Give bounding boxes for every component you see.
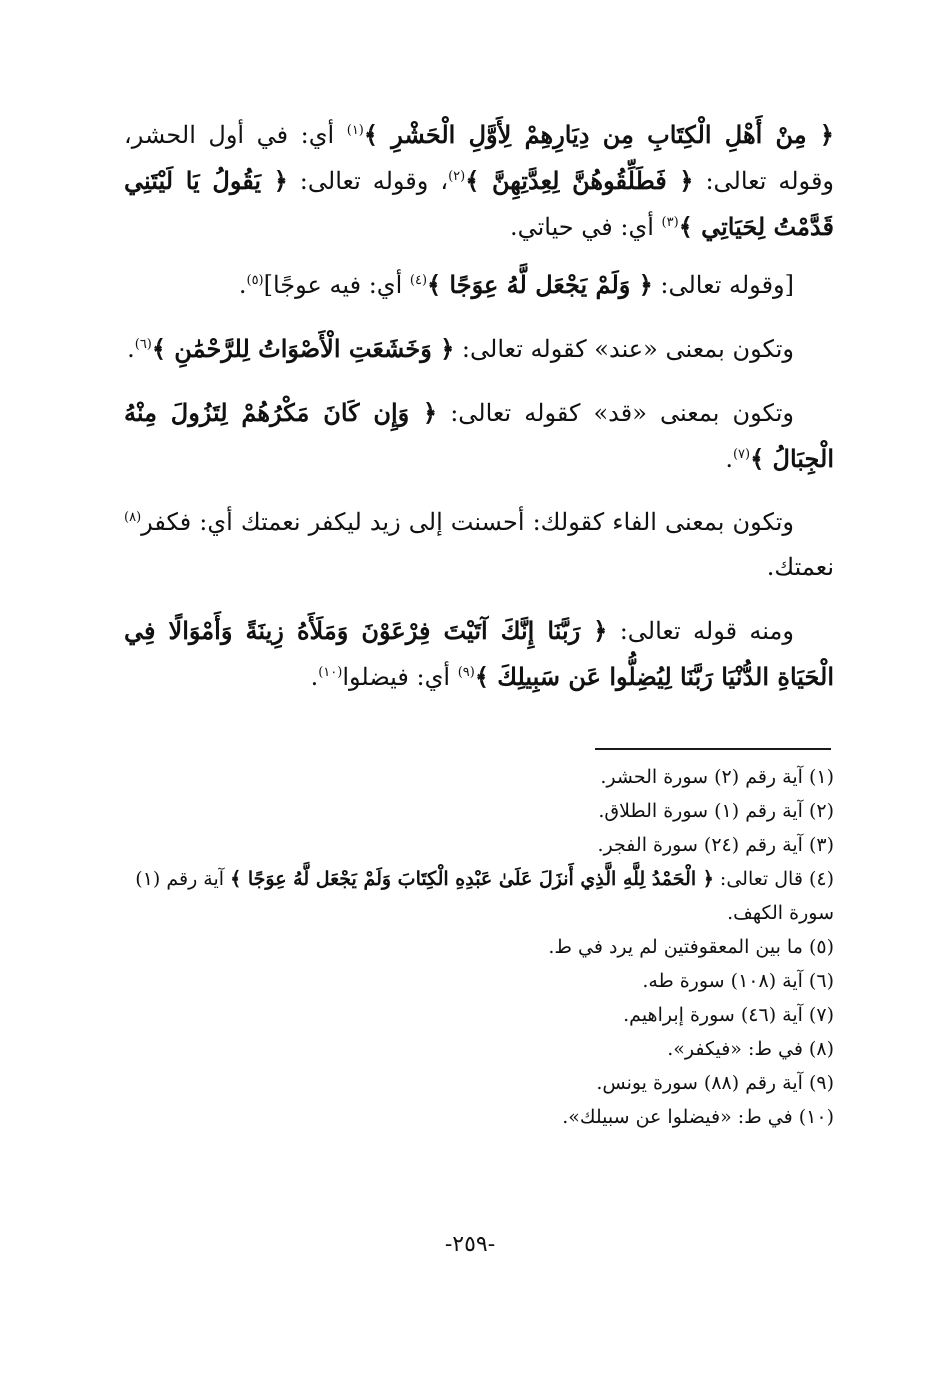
footnote-3 bbox=[124, 828, 834, 862]
text-run: . bbox=[725, 445, 733, 473]
text-run: (١٠) في ط: «فيضلوا عن سبيلك». bbox=[562, 1106, 834, 1128]
paragraph-2 bbox=[124, 262, 834, 308]
quran-verse: ﴿ مِنْ أَهْلِ الْكِتَابِ مِن دِيَارِهِمْ لِأَوَّلِ الْحَشْرِ ﴾ bbox=[363, 120, 834, 149]
text-run: وتكون بمعنى «قد» كقوله تعالى: bbox=[437, 399, 795, 427]
footnote-marker: (٢) bbox=[448, 169, 466, 184]
text-run: (٦) آية (١٠٨) سورة طه. bbox=[642, 970, 834, 992]
footnote-marker: (٨) bbox=[124, 510, 142, 525]
footnotes-list bbox=[124, 760, 834, 1134]
footnote-marker: (٤) bbox=[409, 273, 428, 288]
footnote-marker: (٩) bbox=[457, 665, 475, 680]
footnote-2 bbox=[124, 794, 834, 828]
footnote-1 bbox=[124, 760, 834, 794]
main-text bbox=[124, 112, 834, 718]
text-run: أي: فيه عوجًا] bbox=[263, 271, 410, 299]
footnote-marker: (٧) bbox=[732, 447, 751, 462]
text-run: (٩) آية رقم (٨٨) سورة يونس. bbox=[596, 1072, 834, 1094]
page-number: -٢٥٩- bbox=[444, 1232, 496, 1257]
text-run: (٧) آية (٤٦) سورة إبراهيم. bbox=[623, 1004, 834, 1026]
footnote-10 bbox=[124, 1100, 834, 1134]
text-run: أي: في أول الحشر، وقوله تعالى: bbox=[124, 121, 835, 195]
quran-verse: ﴿ فَطَلِّقُوهُنَّ لِعِدَّتِهِنَّ ﴾ bbox=[465, 166, 694, 195]
paragraph-5 bbox=[124, 500, 834, 590]
text-run: (٤) قال تعالى: bbox=[713, 868, 834, 890]
text-run: (٢) آية رقم (١) سورة الطلاق. bbox=[598, 800, 834, 822]
footnote-4 bbox=[124, 862, 834, 930]
text-run: وتكون بمعنى «عند» كقوله تعالى: bbox=[454, 335, 794, 363]
text-run: نعمتك. bbox=[766, 553, 834, 581]
footnote-6 bbox=[124, 964, 834, 998]
footnote-marker: (٦) bbox=[134, 337, 152, 352]
text-run: (٥) ما بين المعقوفتين لم يرد في ط. bbox=[548, 936, 834, 958]
paragraph-3 bbox=[124, 326, 834, 372]
quran-verse: ﴿ رَبَّنَا إِنَّكَ آتَيْتَ فِرْعَوْنَ وَمَلَأَهُ زِينَةً وَأَمْوَالًا فِي الْحَيَاةِ الدُّنْيَا رَبَّنَا لِيُضِلُّوا عَن سَبِيلِكَ ﴾ bbox=[124, 616, 834, 691]
text-run: أي: في حياتي. bbox=[509, 213, 662, 241]
text-run: ، وقوله تعالى: bbox=[287, 167, 449, 195]
footnote-separator bbox=[595, 748, 831, 750]
text-run: . bbox=[310, 663, 319, 691]
footnote-9 bbox=[124, 1066, 834, 1100]
footnote-marker: (٣) bbox=[661, 215, 679, 230]
text-run: (١) آية رقم (٢) سورة الحشر. bbox=[600, 766, 834, 788]
text-run: . bbox=[127, 335, 135, 363]
quran-verse: ﴿ وَلَمْ يَجْعَل لَّهُ عِوَجًا ﴾ bbox=[427, 270, 653, 299]
footnote-5 bbox=[124, 930, 834, 964]
quran-verse: ﴿ وَخَشَعَتِ الْأَصْوَاتُ لِلرَّحْمَٰنِ ﴾ bbox=[151, 334, 455, 363]
paragraph-4 bbox=[124, 390, 834, 482]
quran-verse: ﴿ وَإِن كَانَ مَكْرُهُمْ لِتَزُولَ مِنْهُ الْجِبَالُ ﴾ bbox=[124, 398, 834, 473]
quran-verse: ﴿ يَقُولُ يَا لَيْتَنِي قَدَّمْتُ لِحَيَاتِي ﴾ bbox=[124, 166, 834, 241]
footnote-marker: (١٠) bbox=[318, 665, 343, 680]
footnote-8 bbox=[124, 1032, 834, 1066]
paragraph-6 bbox=[124, 608, 834, 700]
text-run: (٣) آية رقم (٢٤) سورة الفجر. bbox=[597, 834, 834, 856]
text-run: (٨) في ط: «فيكفر». bbox=[667, 1038, 834, 1060]
text-run: أي: فيضلوا bbox=[342, 663, 458, 691]
text-run: . bbox=[238, 271, 247, 299]
text-run: [وقوله تعالى: bbox=[652, 271, 794, 299]
footnote-7 bbox=[124, 998, 834, 1032]
text-run: وتكون بمعنى الفاء كقولك: أحسنت إلى زيد ليكفر نعمتك أي: فكفر bbox=[141, 508, 794, 536]
footnote-marker: (٥) bbox=[246, 273, 264, 288]
paragraph-1 bbox=[124, 112, 834, 250]
text-run: ومنه قوله تعالى: bbox=[607, 617, 794, 645]
quran-verse: ﴿ الْحَمْدُ لِلَّهِ الَّذِي أَنزَلَ عَلَىٰ عَبْدِهِ الْكِتَابَ وَلَمْ يَجْعَل لَّهُ عِوَجًا ﴾ bbox=[230, 868, 714, 890]
text-run: آية رقم (١) سورة الكهف. bbox=[135, 868, 834, 924]
footnote-marker: (١) bbox=[346, 123, 364, 138]
